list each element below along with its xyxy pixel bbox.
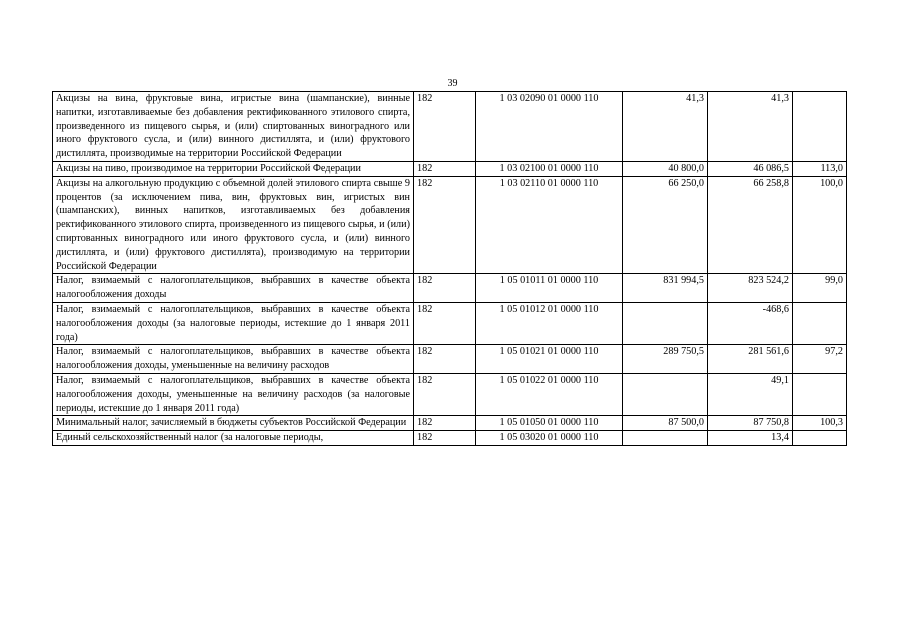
revenue-name-cell: Налог, взимаемый с налогоплательщиков, выбравших в качестве объекта налогообложения доходы, уменьшенные на величину расходов <box>53 345 414 374</box>
revenue-name-cell: Акцизы на вина, фруктовые вина, игристые вина (шампанские), винные напитки, изготавливаемые без добавления ректификованного этилового спирта, произведенного из пищевого сырья, и (или) спиртованных виноградного или иного фруктового сусла, и (или) винного дистиллята, и (или) фруктового дистиллята, производимые на территории Российской Федерации <box>53 92 414 162</box>
plan-cell: 831 994,5 <box>623 274 708 303</box>
fact-cell: 46 086,5 <box>708 161 793 176</box>
table-row <box>53 373 847 415</box>
revenue-name-cell: Акцизы на алкогольную продукцию с объемной долей этилового спирта свыше 9 процентов (за исключением пива, вин, фруктовых вин, игристых вин (шампанских), винных напитков, изготавливаемых без добавления ректификованного этилового спирта, произведенного из пищевого сырья, и (или) спиртованных виноградного или иного фруктового сусла, и (или) винного дистиллята, и (или) фруктового дистиллята), производимую на территории Российской Федерации <box>53 176 414 274</box>
budget-code-cell: 1 05 01021 01 0000 110 <box>476 345 623 374</box>
revenue-name-cell: Единый сельскохозяйственный налог (за налоговые периоды, <box>53 431 414 446</box>
percent-cell <box>793 431 847 446</box>
admin-code-cell: 182 <box>414 92 476 162</box>
admin-code-cell: 182 <box>414 416 476 431</box>
plan-cell: 40 800,0 <box>623 161 708 176</box>
table-row <box>53 176 847 274</box>
table-row <box>53 274 847 303</box>
percent-cell: 99,0 <box>793 274 847 303</box>
fact-cell: -468,6 <box>708 302 793 344</box>
revenue-name-cell: Минимальный налог, зачисляемый в бюджеты субъектов Российской Федерации <box>53 416 414 431</box>
fact-cell: 41,3 <box>708 92 793 162</box>
admin-code-cell: 182 <box>414 431 476 446</box>
budget-code-cell: 1 03 02110 01 0000 110 <box>476 176 623 274</box>
admin-code-cell: 182 <box>414 345 476 374</box>
budget-code-cell: 1 05 01022 01 0000 110 <box>476 373 623 415</box>
plan-cell <box>623 373 708 415</box>
budget-code-cell: 1 05 03020 01 0000 110 <box>476 431 623 446</box>
fact-cell: 49,1 <box>708 373 793 415</box>
budget-code-cell: 1 05 01012 01 0000 110 <box>476 302 623 344</box>
admin-code-cell: 182 <box>414 274 476 303</box>
budget-code-cell: 1 03 02100 01 0000 110 <box>476 161 623 176</box>
fact-cell: 87 750,8 <box>708 416 793 431</box>
budget-code-cell: 1 03 02090 01 0000 110 <box>476 92 623 162</box>
admin-code-cell: 182 <box>414 176 476 274</box>
revenue-name-cell: Налог, взимаемый с налогоплательщиков, выбравших в качестве объекта налогообложения доходы (за налоговые периоды, истекшие до 1 января 2011 года) <box>53 302 414 344</box>
plan-cell <box>623 431 708 446</box>
plan-cell <box>623 302 708 344</box>
budget-code-cell: 1 05 01050 01 0000 110 <box>476 416 623 431</box>
admin-code-cell: 182 <box>414 373 476 415</box>
admin-code-cell: 182 <box>414 302 476 344</box>
table-row <box>53 345 847 374</box>
percent-cell <box>793 302 847 344</box>
fact-cell: 281 561,6 <box>708 345 793 374</box>
table-row <box>53 92 847 162</box>
revenue-name-cell: Налог, взимаемый с налогоплательщиков, выбравших в качестве объекта налогообложения доходы, уменьшенные на величину расходов (за налоговые периоды, истекшие до 1 января 2011 года) <box>53 373 414 415</box>
revenue-table <box>52 91 847 446</box>
table-row <box>53 302 847 344</box>
table-row <box>53 431 847 446</box>
revenue-name-cell: Акцизы на пиво, производимое на территории Российской Федерации <box>53 161 414 176</box>
percent-cell <box>793 373 847 415</box>
page-number: 39 <box>447 78 458 89</box>
percent-cell: 100,0 <box>793 176 847 274</box>
percent-cell: 113,0 <box>793 161 847 176</box>
percent-cell: 97,2 <box>793 345 847 374</box>
plan-cell: 66 250,0 <box>623 176 708 274</box>
percent-cell: 100,3 <box>793 416 847 431</box>
admin-code-cell: 182 <box>414 161 476 176</box>
plan-cell: 41,3 <box>623 92 708 162</box>
plan-cell: 289 750,5 <box>623 345 708 374</box>
fact-cell: 66 258,8 <box>708 176 793 274</box>
table-row <box>53 161 847 176</box>
revenue-name-cell: Налог, взимаемый с налогоплательщиков, выбравших в качестве объекта налогообложения доходы <box>53 274 414 303</box>
fact-cell: 13,4 <box>708 431 793 446</box>
fact-cell: 823 524,2 <box>708 274 793 303</box>
plan-cell: 87 500,0 <box>623 416 708 431</box>
table-row <box>53 416 847 431</box>
budget-code-cell: 1 05 01011 01 0000 110 <box>476 274 623 303</box>
percent-cell <box>793 92 847 162</box>
